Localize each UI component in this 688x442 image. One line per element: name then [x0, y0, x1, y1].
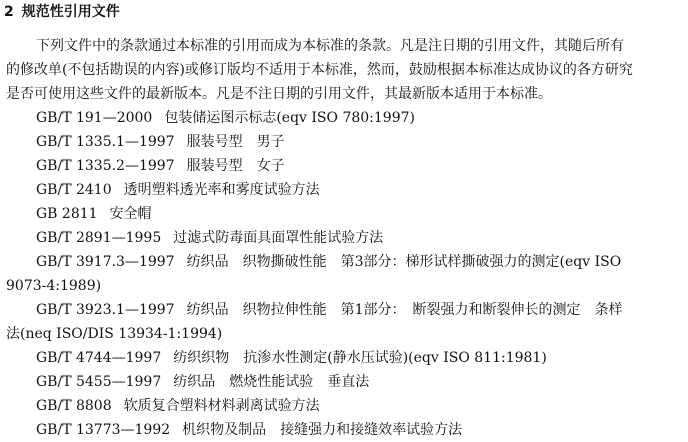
reference-item [36, 226, 682, 250]
reference-continuation: 9073-4:1989) [6, 278, 102, 294]
intro-paragraph [6, 34, 682, 106]
reference-title: 软质复合塑料材料剥离试验方法 [123, 398, 320, 414]
reference-title: 纺织织物 抗渗水性测定(静水压试验)(eqv ISO 811:1981) [173, 350, 547, 366]
reference-code: GB/T 3917.3—1997 [36, 254, 175, 270]
reference-item [36, 346, 682, 370]
reference-code: GB/T 13773—1992 [36, 422, 171, 438]
reference-item [36, 370, 682, 394]
reference-code: GB/T 2891—1995 [36, 230, 162, 246]
reference-title: 纺织品 织物拉伸性能 第1部分： 断裂强力和断裂伸长的测定 条样 [186, 302, 623, 318]
reference-code: GB 2811 [36, 206, 98, 222]
reference-item [36, 202, 682, 226]
reference-code: GB/T 191—2000 [36, 110, 153, 126]
reference-item [36, 178, 682, 202]
reference-list [6, 106, 682, 442]
reference-title: 透明塑料透光率和雾度试验方法 [123, 182, 320, 198]
reference-title: 服装号型 女子 [186, 158, 285, 174]
intro-line: 的修改单(不包括勘误的内容)或修订版均不适用于本标准，然而，鼓励根据本标准达成协议的各方研究 [6, 62, 633, 78]
section-title: 规范性引用文件 [21, 4, 120, 20]
reference-code: GB/T 8808 [36, 398, 112, 414]
reference-title: 服装号型 男子 [186, 134, 285, 150]
intro-line: 下列文件中的条款通过本标准的引用而成为本标准的条款。凡是注日期的引用文件，其随后所有 [36, 38, 624, 54]
reference-item [36, 418, 682, 442]
reference-code: GB/T 3923.1—1997 [36, 302, 175, 318]
reference-item [36, 394, 682, 418]
reference-code: GB/T 4744—1997 [36, 350, 162, 366]
reference-item [36, 106, 682, 130]
section-number: 2 [4, 4, 14, 20]
reference-item [6, 250, 682, 298]
reference-first-line [36, 298, 682, 322]
reference-title: 包装储运图示标志(eqv ISO 780:1997) [164, 110, 415, 126]
reference-title: 机织物及制品 接缝强力和接缝效率试验方法 [182, 422, 463, 438]
reference-continuation: 法(neq ISO/DIS 13934-1:1994) [6, 326, 223, 342]
reference-title: 过滤式防毒面具面罩性能试验方法 [173, 230, 384, 246]
reference-item [36, 154, 682, 178]
reference-item [6, 298, 682, 346]
intro-line: 是否可使用这些文件的最新版本。凡是不注日期的引用文件，其最新版本适用于本标准。 [6, 86, 552, 102]
reference-code: GB/T 5455—1997 [36, 374, 162, 390]
reference-item [36, 130, 682, 154]
reference-title: 纺织品 燃烧性能试验 垂直法 [173, 374, 370, 390]
reference-first-line [36, 250, 682, 274]
reference-title: 安全帽 [109, 206, 152, 222]
reference-title: 纺织品 织物撕破性能 第3部分：梯形试样撕破强力的测定(eqv ISO [186, 254, 622, 270]
reference-code: GB/T 1335.2—1997 [36, 158, 175, 174]
section-heading [4, 3, 120, 21]
reference-code: GB/T 1335.1—1997 [36, 134, 175, 150]
reference-code: GB/T 2410 [36, 182, 112, 198]
